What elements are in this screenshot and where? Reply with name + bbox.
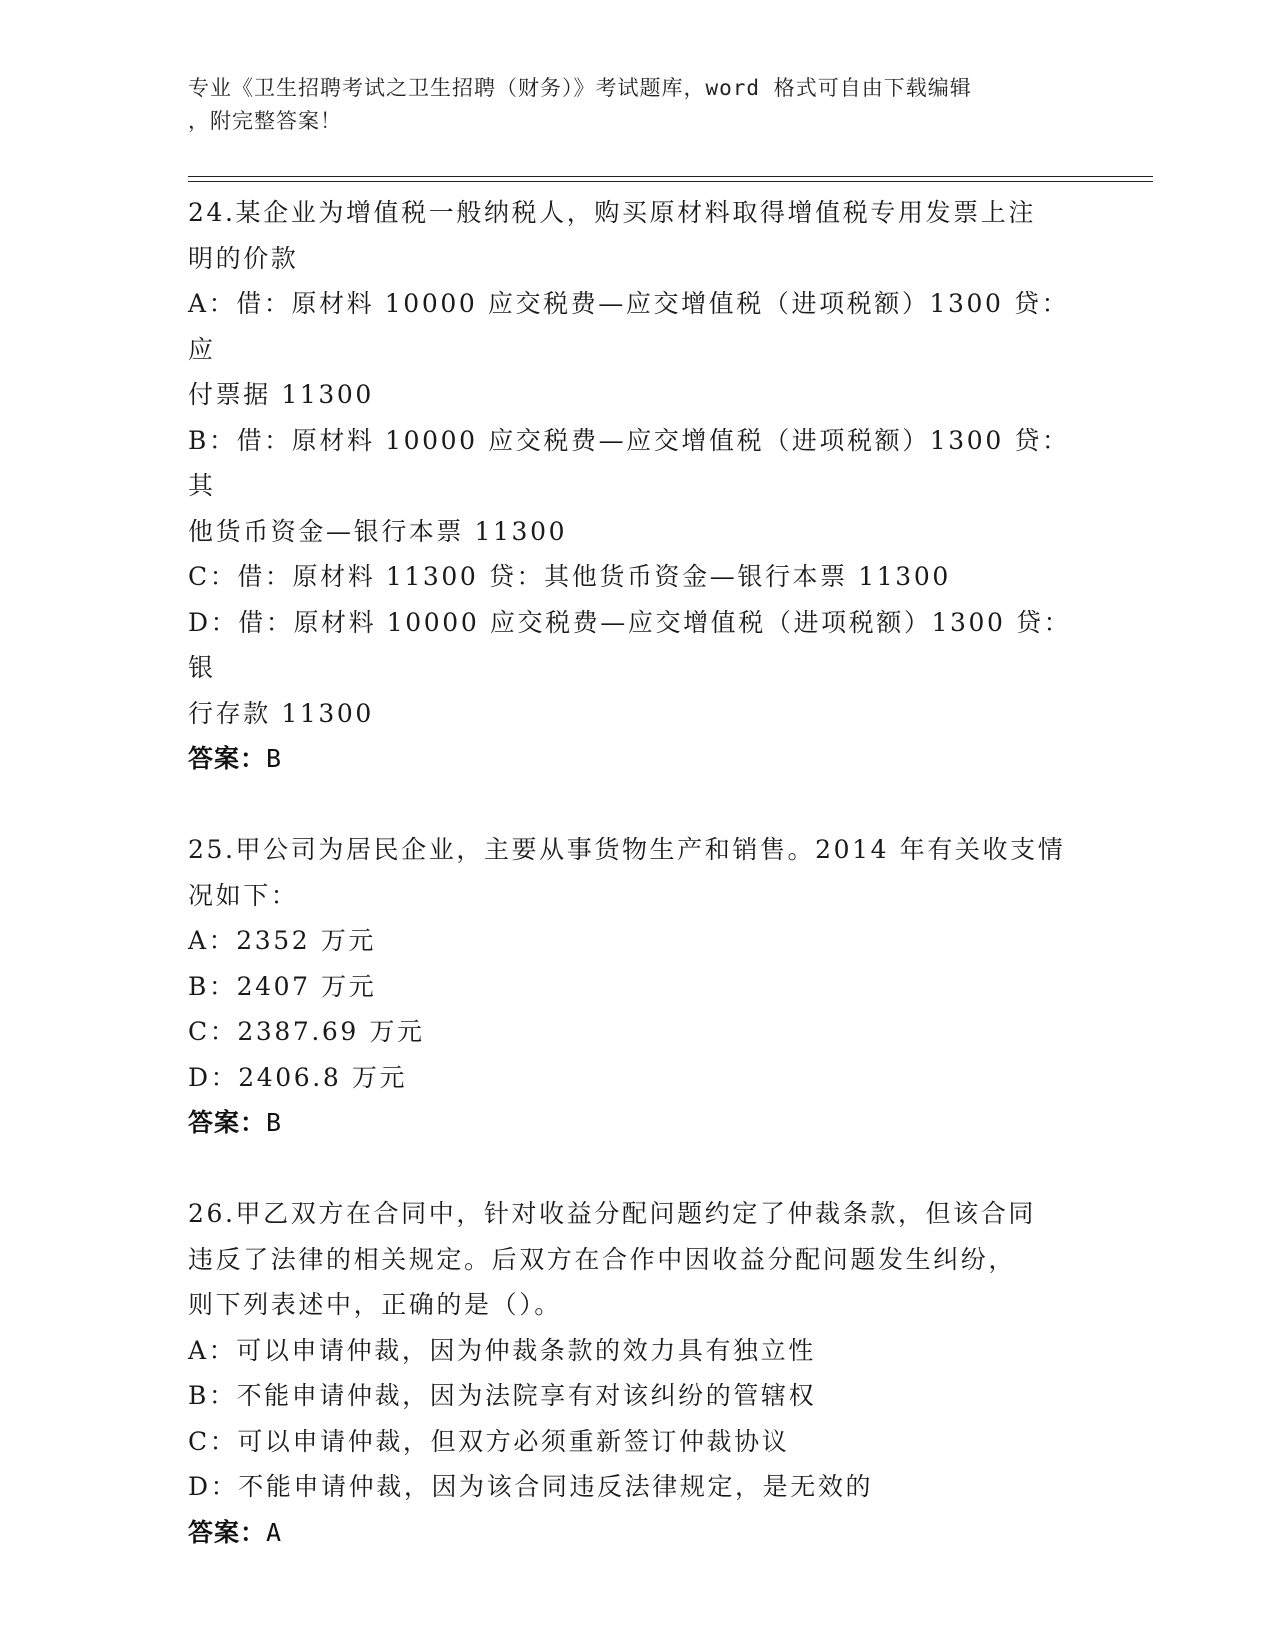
question-stem-line: 违反了法律的相关规定。后双方在合作中因收益分配问题发生纠纷，: [188, 1244, 1017, 1274]
option-b-line: B：2407 万元: [188, 971, 377, 1001]
option-c-line: C：借：原材料 11300 贷：其他货币资金—银行本票 11300: [188, 562, 951, 591]
question-25: [188, 827, 1088, 1146]
question-stem-line: 26.甲乙双方在合同中，针对收益分配问题约定了仲裁条款，但该合同: [188, 1199, 1036, 1228]
question-spacer: [188, 782, 1088, 828]
option-c-line: C：2387.69 万元: [188, 1017, 425, 1046]
option-a-line: 付票据 11300: [188, 380, 374, 409]
option-a-line: A：2352 万元: [188, 926, 377, 955]
question-stem-line: 明的价款: [188, 243, 299, 273]
option-a-line: A：可以申请仲裁，因为仲裁条款的效力具有独立性: [188, 1335, 816, 1365]
answer-line: [188, 736, 1088, 782]
document-header: [188, 72, 1088, 138]
answer-label: 答案：: [188, 1517, 267, 1547]
question-stem-line: 24.某企业为增值税一般纳税人，购买原材料取得增值税专用发票上注: [188, 198, 1036, 227]
header-line-2: ，附完整答案！: [188, 109, 342, 133]
answer-value: A: [266, 1517, 283, 1547]
option-a-line: A：借：原材料 10000 应交税费—应交增值税（进项税额）1300 贷：应: [188, 289, 1070, 364]
question-26: [188, 1191, 1088, 1555]
option-d-line: D：不能申请仲裁，因为该合同违反法律规定，是无效的: [188, 1472, 874, 1501]
answer-label: 答案：: [188, 744, 267, 773]
answer-value: B: [266, 744, 283, 773]
answer-label: 答案：: [188, 1108, 267, 1137]
question-stem-line: 则下列表述中，正确的是（）。: [188, 1290, 562, 1319]
option-d-line: 行存款 11300: [188, 698, 374, 728]
answer-line: [188, 1100, 1088, 1146]
question-list: [188, 190, 1088, 1555]
header-divider-top: [188, 176, 1153, 177]
option-b-line: 他货币资金—银行本票 11300: [188, 516, 568, 546]
question-stem-line: 25.甲公司为居民企业，主要从事货物生产和销售。2014 年有关收支情: [188, 835, 1066, 864]
header-divider-bottom: [188, 181, 1153, 182]
answer-value: B: [266, 1108, 283, 1137]
header-line-1: 专业《卫生招聘考试之卫生招聘（财务）》考试题库，word 格式可自由下载编辑: [188, 76, 972, 100]
question-24: [188, 190, 1088, 782]
option-d-line: D：借：原材料 10000 应交税费—应交增值税（进项税额）1300 贷：银: [188, 607, 1072, 682]
question-stem-line: 况如下：: [188, 880, 299, 910]
option-b-line: B：借：原材料 10000 应交税费—应交增值税（进项税额）1300 贷：其: [188, 425, 1070, 500]
option-c-line: C：可以申请仲裁，但双方必须重新签订仲裁协议: [188, 1426, 790, 1456]
question-spacer: [188, 1146, 1088, 1192]
answer-line: [188, 1510, 1088, 1556]
option-d-line: D：2406.8 万元: [188, 1062, 408, 1092]
option-b-line: B：不能申请仲裁，因为法院享有对该纠纷的管辖权: [188, 1381, 817, 1410]
